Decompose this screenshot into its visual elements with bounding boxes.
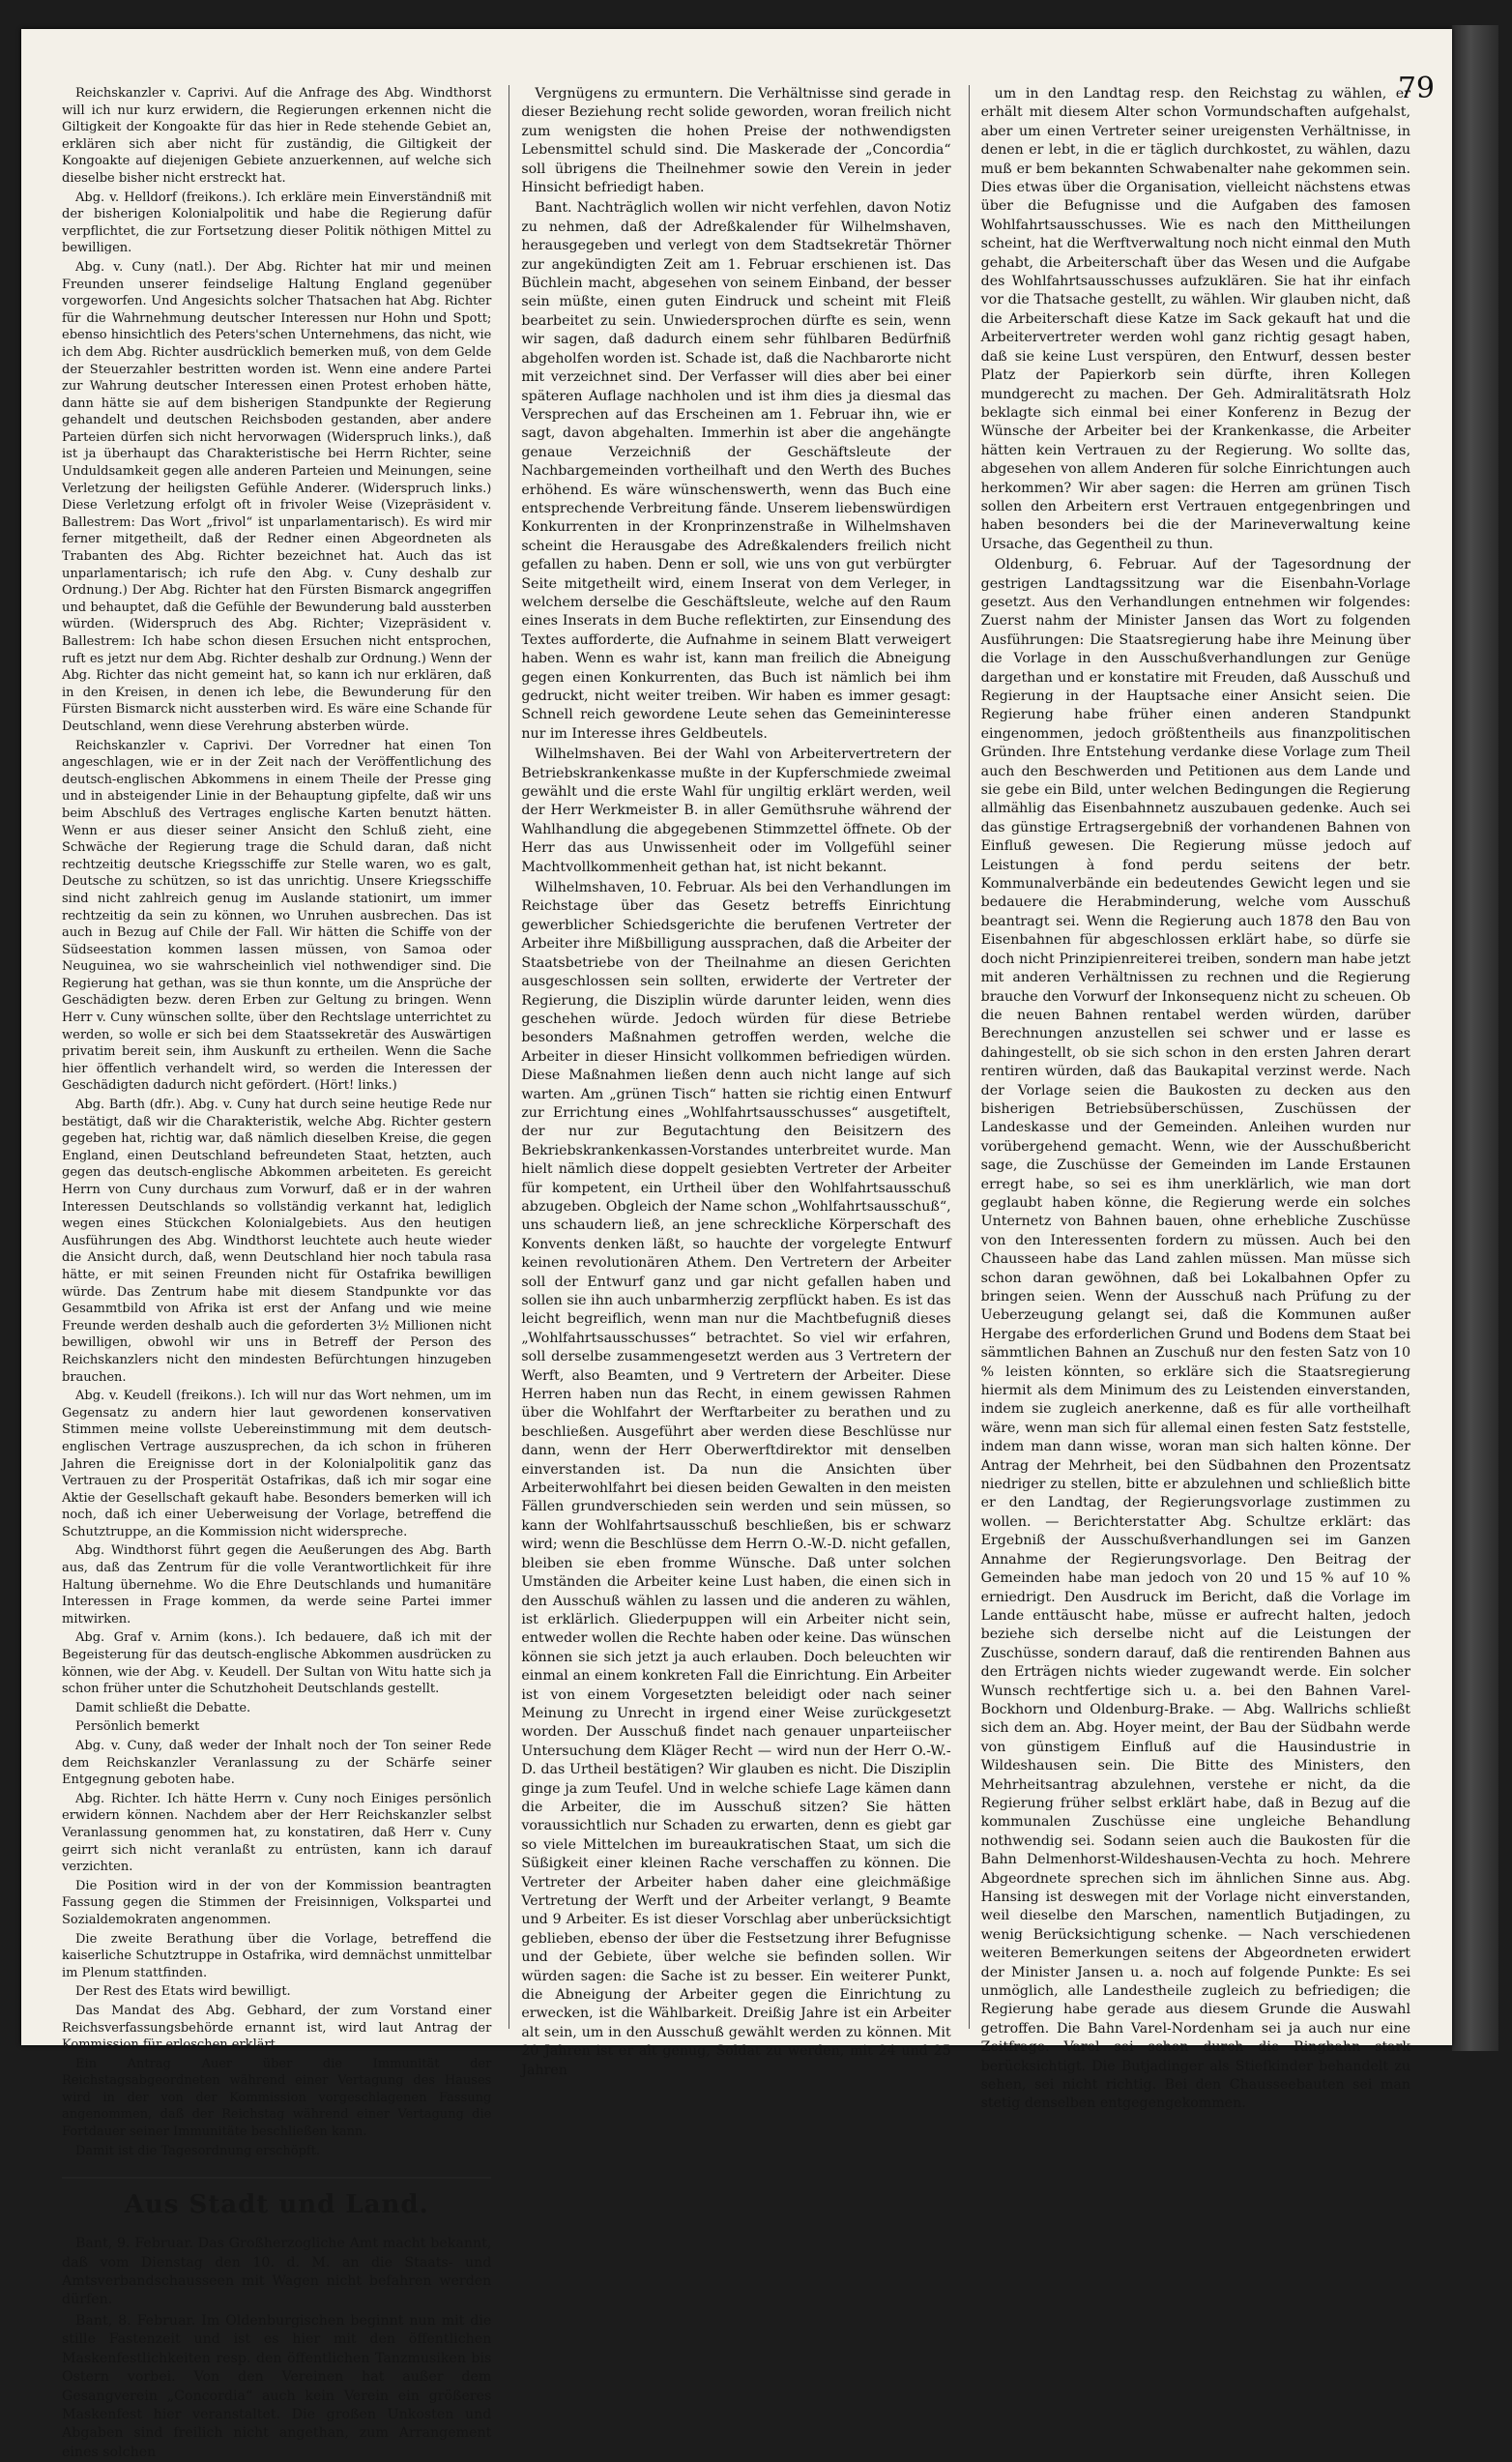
paragraph: Bant, 8. Februar. Im Oldenburgischen beginnt nun mit die stille Fastenzeit und ist es hier mit den öffentlichen Maskenfestlichkeiten resp. den öffentlichen Tanzmusiken bis Ostern vorbei. Von den Vereinen hat außer dem Gesangverein „Concordia“ auch kein Verein ein größeres Maskenfest hier veranstaltet. Die großen Unkosten und Abgaben sind freilich nicht angethan, zum Arrangement eines solchen xyxy=(62,2312,492,2460)
section-title: Aus Stadt und Land. xyxy=(124,2190,429,2220)
paragraph: Abg. v. Keudell (freikons.). Ich will nur das Wort nehmen, um im Gegensatz zu andern hier laut gewordenen konservativen Stimmen meine vollste Uebereinstimmung mit dem deutsch-englischen Vertrage auszusprechen, da ich schon in früheren Jahren die Ereignisse dort in der Kolonialpolitik ganz das Vertrauen zu der Prosperität Ostafrikas, daß ich mir sogar eine Aktie der Gesellschaft gekauft habe. Besonders bemerken will ich noch, daß ich einer Ueberweisung der Vorlage, betreffend die Schutztruppe, an die Kommission nicht widerspreche. xyxy=(62,1389,492,1539)
paragraph: Ein Antrag Auer über die Immunität der Reichstagsabgeordneten während einer Vertagung des Hauses wird in der von der Kommission vorgeschlagenen Fassung angenommen, daß der Reichstag während einer Vertagung die Fortdauer seiner Immunitäte beschließen kann. xyxy=(62,2056,492,2140)
paragraph: Die zweite Berathung über die Vorlage, betreffend die kaiserliche Schutztruppe in Ostafrika, wird demnächst unmittelbar im Plenum stattfinden. xyxy=(62,1931,492,1980)
paragraph: Persönlich bemerkt xyxy=(75,1719,200,1735)
paragraph: Damit ist die Tagesordnung erschöpft. xyxy=(75,2143,321,2158)
paragraph: Abg. v. Helldorf (freikons.). Ich erkläre mein Einverständniß mit der bisherigen Kolonialpolitik und habe die Regierung dafür verpflichtet, die zur Fortsetzung dieser Politik nöthigen Mittel zu bewilligen. xyxy=(62,190,492,256)
text-columns xyxy=(62,85,1410,2460)
column-3 xyxy=(969,85,1410,2112)
page-number: 79 xyxy=(1397,72,1435,105)
paragraph: Reichskanzler v. Caprivi. Der Vorredner hat einen Ton angeschlagen, wie er in der Zeit nach der Veröffentlichung des deutsch-englischen Abkommens in einem Theile der Presse ging und in absteigender Linie in der Behauptung gipfelte, daß wir uns beim Abschluß des Vertrages englische Karten benutzt hätten. Wenn er aus dieser seiner Ansicht den Schluß zieht, eine Schwäche der Regierung trage die Schuld daran, daß nicht rechtzeitig deutsche Kriegsschiffe zur Stelle waren, wo es galt, Deutsche zu schützen, so ist das unrichtig. Unsere Kriegsschiffe sind nicht zahlreich genug im Auslande stationirt, um immer rechtzeitig da sein zu können, wo Unruhen ausbrechen. Das ist auch in Bezug auf Chile der Fall. Wir hätten die Schiffe von der Südseestation kommen lassen müssen, von Samoa oder Neuguinea, wo sie wahrscheinlich viel nothwendiger sind. Die Regierung hat gethan, was sie thun konnte, um die Ansprüche der Geschädigten bezw. deren Erben zur Geltung zu bringen. Wenn Herr v. Cuny wünschen sollte, über den Rechtslage unterrichtet zu werden, so wolle er sich bei dem Staatssekretär des Auswärtigen privatim bereit sein, ihm Auskunft zu ertheilen. Wenn die Sache hier öffentlich verhandelt wird, so werden die Interessen der Geschädigten dadurch nicht gefördert. (Hört! links.) xyxy=(62,738,492,1094)
section-divider xyxy=(62,2177,491,2179)
local-news-continued xyxy=(521,85,950,2080)
paragraph: Bant. Nachträglich wollen wir nicht verfehlen, davon Notiz zu nehmen, daß der Adreßkalender für Wilhelmshaven, herausgegeben und verlegt von dem Stadtsekretär Thörner zur angekündigten Zeit am 1. Februar erschienen ist. Das Büchlein macht, abgesehen von seinem Einband, der besser sein müßte, einen guten Eindruck und scheint mit Fleiß bearbeitet zu sein. Unwiedersprochen dürfte es sein, wenn wir sagen, daß dadurch einem sehr fühlbaren Bedürfniß abgeholfen worden ist. Schade ist, daß die Nachbarorte nicht mit verzeichnet sind. Der Verfasser will dies aber bei einer späteren Auflage nachholen und ist ihm dies ja diesmal das Versprechen auf das Erscheinen am 1. Februar ihn, wie er sagt, davon abgehalten. Immerhin ist aber die angehängte genaue Verzeichniß der Geschäftsleute der Nachbargemeinden vortheilhaft und den Werth des Buches erhöhend. Es wäre wünschenswerth, wenn das Buch eine entsprechende Verbreitung fände. Unserem liebenswürdigen Konkurrenten in der Kronprinzenstraße in Wilhelmshaven scheint die Herausgabe des Adreßkalenders freilich nicht gefallen zu haben. Denn er soll, wie uns von gut verbürgter Seite mitgetheilt wird, einem Inserat von dem Verleger, in welchem derselbe die Geschäftsleute, welche auf den Raum eines Inserats in dem Buche reflektirten, zur Einsendung des Textes aufforderte, die Aufnahme in seinem Blatt verweigert haben. Wenn es wahr ist, kann man freilich die Abneigung gegen einen Konkurrenten, das Buch ist nämlich bei ihm gedruckt, nicht weiter treiben. Wir haben es immer gesagt: Schnell reich gewordene Leute sehen das Gemeininteresse nur im Interesse ihres Geldbeutels. xyxy=(521,200,951,742)
paragraph: Abg. Barth (dfr.). Abg. v. Cuny hat durch seine heutige Rede nur bestätigt, daß wir die Charakteristik, welche Abg. Richter gestern gegeben hat, richtig war, daß nämlich dieselben Kreise, die gegen England, einen Deutschland befreundeten Staat, hetzten, auch gegen das deutsch-englische Abkommen arbeiteten. Es gereicht Herrn von Cuny durchaus zum Vorwurf, daß er in der wahren Interessen Deutschlands so vollständig verkannt hat, lediglich wegen eines Stückchen Kolonialgebiets. Aus den heutigen Ausführungen des Abg. Windthorst leuchtete auch heute wieder die Ansicht durch, daß, wenn Deutschland hier noch tabula rasa hätte, er mit seinen Freunden nicht für Ostafrika bewilligen würde. Das Zentrum habe mit diesem Standpunkte vor das Gesammtbild von Afrika ist erst der Anfang und wie meine Freunde werden deshalb auch die geforderten 3½ Millionen nicht bewilligen, obwohl wir uns in Betreff der Person des Reichskanzlers nicht den mindesten Befürchtungen hinzugeben brauchen. xyxy=(62,1098,492,1385)
paragraph: Wilhelmshaven. Bei der Wahl von Arbeitervertretern der Betriebskrankenkasse mußte in der Kupferschmiede zweimal gewählt und die erste Wahl für ungiltig erklärt werden, weil der Herr Werkmeister B. in aller Gemüthsruhe während der Wahlhandlung die abgegebenen Stimmzettel öffnete. Ob der Herr das aus Unwissenheit oder im Vollgefühl seiner Machtvollkommenheit gethan hat, ist nicht bekannt. xyxy=(521,747,951,875)
paragraph: Der Rest des Etats wird bewilligt. xyxy=(75,1984,291,2000)
paragraph: Die Position wird in der von der Kommission beantragten Fassung gegen die Stimmen der Freisinnigen, Volkspartei und Sozialdemokraten angenommen. xyxy=(62,1878,492,1927)
paragraph: Reichskanzler v. Caprivi. Auf die Anfrage des Abg. Windthorst will ich nur kurz erwidern, die Regierungen erkennen nicht die Giltigkeit der Kongoakte für das hier in Rede stehende Gebiet an, erklären sich aber nicht für zuständig, die Giltigkeit der Kongoakte auf diejenigen Gebiete anzuerkennen, auf welche sich dieselbe bisher nicht erstreckt hat. xyxy=(62,86,492,186)
paragraph: Abg. Graf v. Arnim (kons.). Ich bedauere, daß ich mit der Begeisterung für das deutsch-englische Abkommen ausdrücken zu können, wie der Abg. v. Keudell. Der Sultan von Witu hatte sich ja schon früher unter die Schutzhoheit Deutschlands gestellt. xyxy=(62,1630,492,1697)
oldenburg-report xyxy=(981,85,1410,2114)
paragraph: Oldenburg, 6. Februar. Auf der Tagesordnung der gestrigen Landtagssitzung war die Eisenbahn-Vorlage gesetzt. Aus den Verhandlungen entnehmen wir folgendes: Zuerst nahm der Minister Jansen das Wort zu folgenden Ausführungen: Die Staatsregierung habe ihre Meinung über die Vorlage in den Ausschußverhandlungen zur Genüge dargethan und er konstatire mit Freuden, daß Ausschuß und Regierung in der Hauptsache einer Ansicht seien. Die Regierung habe früher einen anderen Standpunkt eingenommen, jedoch größtentheils aus finanzpolitischen Gründen. Ihre Entstehung verdanke diese Vorlage zum Theil auch den Beschwerden und Petitionen aus dem Lande und sie gebe ein Bild, unter welchen Bedingungen die Regierung allmählig das Eisenbahnnetz auszubauen gedenke. Auch sei das günstige Ertragsergebniß der vorhandenen Bahnen von Einfluß gewesen. Die Regierung müsse jedoch auf Leistungen à fond perdu seitens der betr. Kommunalverbände ein bedeutendes Gewicht legen und sie bedauere die Herabminderung, welche vom Ausschuß beantragt sei. Wenn die Regierung auch 1878 den Bau von Eisenbahnen für abgeschlossen erklärt habe, so dürfe sie doch nicht Prinzipienreiterei treiben, sondern man habe jetzt mit anderen Verhältnissen zu rechnen und die Regierung brauche den Vorwurf der Inkonsequenz nicht zu scheuen. Ob die neuen Bahnen rentabel werden würden, darüber Berechnungen anzustellen sei schwer und er lasse es dahingestellt, ob sie sich schon in den ersten Jahren derart rentiren würden, daß das Baukapital verzinst werde. Nach der Vorlage seien die Baukosten zu decken aus den bisherigen Betriebsüberschüssen, Zuschüssen der Landeskasse und der Gemeinden. Anleihen wurden nur vorübergehend gemacht. Wenn, wie der Ausschußbericht sage, die Zuschüsse der Gemeinden im Lande Erstaunen erregt habe, so sei es ihm unerklärlich, wie man dort geglaubt haben könne, die Regierung werde ein solches Unternetz von Bahnen bauen, ohne erhebliche Zuschüsse von den Interessenten fordern zu müssen. Auch bei den Chausseen habe das Land zahlen müssen. Man müsse sich schon daran gewöhnen, daß bei Lokalbahnen Opfer zu bringen seien. Wenn der Ausschuß nach Prüfung zu der Ueberzeugung gelangt sei, daß die Kommunen außer Hergabe des erforderlichen Grund und Bodens dem Staat bei sämmtlichen Bahnen an Zuschuß nur den festen Satz von 10 % leisten könnten, so erkläre sich die Staatsregierung hiermit als dem Minimum des zu Leistenden einverstanden, indem sie zugleich anerkenne, daß es für alle vortheilhaft wäre, wenn man sich für allemal einen festen Satz feststelle, indem man dann wisse, woran man sich halten könne. Der Antrag der Mehrheit, bei den Südbahnen den Prozentsatz niedriger zu stellen, bitte er abzulehnen und schließlich bitte er den Landtag, der Regierungsvorlage zustimmen zu wollen. — Berichterstatter Abg. Schultze erklärt: das Ergebniß der Ausschußverhandlungen sei im Ganzen Annahme der Regierungsvorlage. Den Beitrag der Gemeinden habe man jedoch von 20 und 15 % auf 10 % erniedrigt. Den Ausdruck im Bericht, daß die Vorlage im Lande enttäuscht habe, müsse er aufrecht halten, jedoch beziehe sich derselbe nicht auf die Leistungen der Zuschüsse, sondern darauf, daß die rentirenden Bahnen aus den Erträgen nichts wieder zugewandt werde. Ein solcher Wunsch rechtfertige sich u. a. bei den Bahnen Varel-Bockhorn und Oldenburg-Brake. — Abg. Wallrichs schließt sich dem an. Abg. Hoyer meint, der Bau der Südbahn werde von günstigem Einfluß auf die Hausindustrie in Wildeshausen sein. Die Bitte des Ministers, den Mehrheitsantrag abzulehnen, verstehe er nicht, da die Regierung früher selbst erklärt habe, daß in Bezug auf die kommunalen Zuschüsse eine ungleiche Behandlung nothwendig sei. Sodann seien auch die Baukosten für die Bahn Delmenhorst-Wildeshausen-Vechta zu hoch. Mehrere Abgeordnete sprechen sich im ähnlichen Sinne aus. Abg. Hansing ist deswegen mit der Vorlage nicht einverstanden, weil dieselbe den Marschen, namentlich Butjadingen, zu wenig Berücksichtigung schenke. — Nach verschiedenen weiteren Bemerkungen seitens der Abgeordneten erwidert der Minister Jansen u. a. noch auf folgende Punkte: Es sei unmöglich, alle Landestheile zugleich zu befriedigen; die Regierung habe gerade aus diesem Grunde die Auswahl getroffen. Die Bahn Varel-Nordenham sei ja auch nur eine Zeitfrage. Varel sei schon durch die Ringbahn stark berücksichtigt. Die Butjadinger als Stiefkinder behandelt zu sehen, sei nicht richtig. Bei den Chausseebauten sei man stetig denselben entgegengekommen. xyxy=(980,557,1410,2112)
paragraph: Abg. v. Cuny (natl.). Der Abg. Richter hat mir und meinen Freunden unserer feindselige Haltung England gegenüber vorgeworfen. Und Angesichts solcher Thatsachen hat Abg. Richter für die Wahrnehmung deutscher Interessen nur Hohn und Spott; ebenso hinsichtlich des Peters'schen Unternehmens, das nicht, wie ich dem Abg. Richter ausdrücklich bemerken muß, von dem Gelde der Steuerzahler bestritten worden ist. Wenn eine andere Partei zur Wahrung deutscher Interessen einen Protest erhoben hätte, dann hätte sie auf dem bisherigen Standpunkte der Regierung gehandelt und deutschen Reichsboden gestanden, aber andere Parteien dürfen sich nicht hervorwagen (Widerspruch links.), daß ist ja überhaupt das Charakteristische bei Herrn Richter, seine Unduldsamkeit gegen alle anderen Parteien und Meinungen, seine Verletzung der heiligsten Gefühle Anderer. (Widerspruch links.) Diese Verletzung erfolgt oft in frivoler Weise (Vizepräsident v. Ballestrem: Das Wort „frivol“ ist unparlamentarisch). Es wird mir ferner mitgetheilt, daß der Redner einen Abgeordneten als Trabanten des Abg. Richter bezeichnet hat. Auch das ist unparlamentarisch; ich rufe den Abg. v. Cuny deshalb zur Ordnung.) Der Abg. Richter hat den Fürsten Bismarck angegriffen und behauptet, daß die Gefühle der Bewunderung bald aussterben würden. (Widerspruch des Abg. Richter; Vizepräsident v. Ballestrem: Ich habe schon diesen Ersuchen nicht entsprochen, ruft es jetzt nur dem Abg. Richter deshalb zur Ordnung.) Wenn der Abg. Richter das nicht gemeint hat, so kann ich nur erklären, daß in den Kreisen, in denen ich lebe, die Bewunderung für den Fürsten Bismarck nicht aussterben wird. Es wäre eine Schande für Deutschland, wenn diese Verehrung absterben würde. xyxy=(62,259,492,734)
paragraph: Vergnügens zu ermuntern. Die Verhältnisse sind gerade in dieser Beziehung recht solide geworden, woran freilich nicht zum wenigsten die hohen Preise der nothwendigsten Lebensmittel schuld sind. Die Maskerade der „Concordia“ soll übrigens die Theilnehmer sowie den Verein in jeder Hinsicht befriedigt haben. xyxy=(521,86,951,196)
local-news xyxy=(62,2235,491,2462)
paragraph: Abg. Richter. Ich hätte Herrn v. Cuny noch Einiges persönlich erwidern können. Nachdem aber der Herr Reichskanzler selbst Veranlassung genommen hat, zu konstatiren, daß Herr v. Cuny geirrt sich nicht veranlaßt zu entrüsten, kann ich darauf verzichten. xyxy=(62,1791,492,1875)
paragraph: Bant, 9. Februar. Das Großherzogliche Amt macht bekannt, daß vom Dienstag den 10. d. M. an die Staats- und Amtsverbandschausseen mit Wagen nicht befahren werden dürfen. xyxy=(62,2236,492,2308)
reichstag-report xyxy=(62,85,491,2159)
paragraph: Wilhelmshaven, 10. Februar. Als bei den Verhandlungen im Reichstage über das Gesetz betreffs Einrichtung gewerblicher Schiedsgerichte die berufenen Vertreter der Arbeiter ihre Mißbilligung aussprachen, daß die Arbeiter der Staatsbetriebe von der Theilnahme an diesen Gerichten ausgeschlossen sein sollten, erwiderte der Vertreter der Regierung, die Disziplin würde darunter leiden, wenn dies geschehen würde. Jedoch würden für diese Betriebe besonders Maßnahmen getroffen werden, welche die Arbeiter in dieser Hinsicht vollkommen befriedigen würden. Diese Maßnahmen ließen denn auch nicht lange auf sich warten. Am „grünen Tisch“ hatten sie richtig einen Entwurf zur Errichtung eines „Wohlfahrtsausschusses“ ausgetiftelt, der nur zur Begutachtung den Beisitzern des Bekriebskrankenkassen-Vorstandes unterbreitet wurde. Man hielt nämlich diese doppelt gesiebten Vertreter der Arbeiter für kompetent, ein Urtheil über den Wohlfahrtsausschuß abzugeben. Obgleich der Name schon „Wohlfahrtsausschuß“, uns schaudern ließ, an jene schreckliche Körperschaft des Konvents denken läßt, so hauchte der vorgelegte Entwurf keinen revolutionären Athem. Den Vertretern der Arbeiter soll der Entwurf ganz und gar nicht gefallen haben und sollen sie ihn auch unbarmherzig zerpflückt haben. Es ist das leicht begreiflich, wenn man nur die Machtbefugniß dieses „Wohlfahrtsausschusses“ betrachtet. So viel wir erfahren, soll derselbe zusammengesetzt werden aus 3 Vertretern der Werft, also Beamten, und 9 Vertretern der Arbeiter. Diese Herren haben nun das Recht, in einem gewissen Rahmen über die Wohlfahrt der Werftarbeiter zu berathen und zu beschließen. Ausgeführt aber werden diese Beschlüsse nur dann, wenn der Herr Oberwerftdirektor mit denselben einverstanden ist. Da nun die Ansichten über Arbeiterwohlfahrt bei diesen beiden Gewalten in den meisten Fällen grundverschieden sein werden und sein müssen, so kann der Wohlfahrtsausschuß beschließen, bis er schwarz wird; wenn die Beschlüsse dem Herrn O.-W.-D. nicht gefallen, bleiben sie eben fromme Wünsche. Daß unter solchen Umständen die Arbeiter keine Lust haben, die einen sich in den Ausschuß wählen zu lassen und die anderen zu wählen, ist erklärlich. Gliederpuppen will ein Arbeiter nicht sein, entweder wollen die Rechte haben oder keine. Das wünschen können sie sich jetzt ja auch erlauben. Doch beleuchten wir einmal an einem konkreten Fall die Einrichtung. Ein Arbeiter ist von einem Vorgesetzten beleidigt oder nach seiner Meinung zu Unrecht in irgend einer Weise zurückgesetzt worden. Der Ausschuß findet nach genauer unparteiischer Untersuchung dem Kläger Recht — wird nun der Herr O.-W.-D. das Urtheil bestätigen? Wir glauben es nicht. Die Disziplin ginge ja zum Teufel. Und in welche schiefe Lage kämen dann die Arbeiter, die im Ausschuß sitzen? Sie hätten voraussichtlich nur Schaden zu erwarten, denn es giebt gar so viele Mittelchen im bureaukratischen Staat, um sich die Süßigkeit einer kleinen Rache verschaffen zu können. Die Vertreter der Arbeiter haben daher eine gleichmäßige Vertretung der Werft und der Arbeiter verlangt, 9 Beamte und 9 Arbeiter. Es ist dieser Vorschlag aber unberücksichtigt geblieben, ebenso der über die Festsetzung ihrer Befugnisse und der Gebiete, über welche sie befinden sollen. Wir würden sagen: die Sache ist zu besser. Ein weiterer Punkt, die Abneigung der Arbeiter gegen die Einrichtung zu erwecken, ist die Wählbarkeit. Dreißig Jahre ist ein Arbeiter alt sein, um in den Ausschuß gewählt werden zu können. Mit 20 Jahren ist er alt genug, Soldat zu werden, mit 24 und 25 Jahren xyxy=(521,880,951,2078)
column-1 xyxy=(62,85,492,2460)
paragraph: Das Mandat des Abg. Gebhard, der zum Vorstand einer Reichsverfassungsbehörde ernannt ist, wird laut Antrag der Kommission für erloschen erklärt. xyxy=(62,2003,492,2053)
paragraph: Abg. v. Cuny, daß weder der Inhalt noch der Ton seiner Rede dem Reichskanzler Veranlassung zu der Schärfe seiner Entgegnung geboten habe. xyxy=(62,1739,492,1788)
paragraph: Abg. Windthorst führt gegen die Aeußerungen des Abg. Barth aus, daß das Zentrum für die volle Verantwortlichkeit für ihre Haltung übernehme. Wo die Ehre Deutschlands und humanitäre Interessen in Frage kommen, da werde seine Partei immer mitwirken. xyxy=(62,1543,492,1627)
column-2 xyxy=(509,85,951,2078)
newspaper-page xyxy=(21,29,1452,2460)
paragraph: Damit schließt die Debatte. xyxy=(75,1700,251,1715)
binding-edge xyxy=(1452,25,1498,2051)
paragraph: um in den Landtag resp. den Reichstag zu wählen, er erhält mit diesem Alter schon Vormundschaften aufgehalst, aber um einen Vertreter seiner ureigensten Verhältnisse, in denen er lebt, in die er täglich durchkostet, zu wählen, dazu muß er bem bekannten Schwabenalter nahe gekommen sein. Dies etwas über die Organisation, vielleicht nächstens etwas über die Befugnisse und die Aufgaben des famosen Wohlfahrtsausschusses. Wie es nach den Mittheilungen scheint, hat die Werftverwaltung noch nicht einmal den Muth gehabt, die Arbeiterschaft über das Wesen und die Aufgabe des Wohlfahrtsausschusses aufzuklären. Sie hat ihr einfach vor die Thatsache gestellt, zu wählen. Wir glauben nicht, daß die Arbeiterschaft diese Katze im Sack gekauft hat und die Arbeitervertreter werden wohl ganz richtig gesagt haben, daß sie keine Lust verspüren, den Entwurf, dessen bester Platz der Papierkorb sein dürfte, ihren Kollegen mundgerecht zu machen. Der Geh. Admiralitätsrath Holz beklagte sich einmal bei einer Konferenz in Bezug der Wünsche der Arbeiter bei der Krankenkasse, die Arbeiter hätten kein Vertrauen zu der Regierung. Wo sollte das, abgesehen von allem Anderen für solche Einrichtungen auch herkommen? Wir aber sagen: die Herren am grünen Tisch sollen den Arbeitern erst Vertrauen entgegenbringen und haben besonders bei die der Marineverwaltung keine Ursache, das Gegentheil zu thun. xyxy=(980,86,1410,552)
